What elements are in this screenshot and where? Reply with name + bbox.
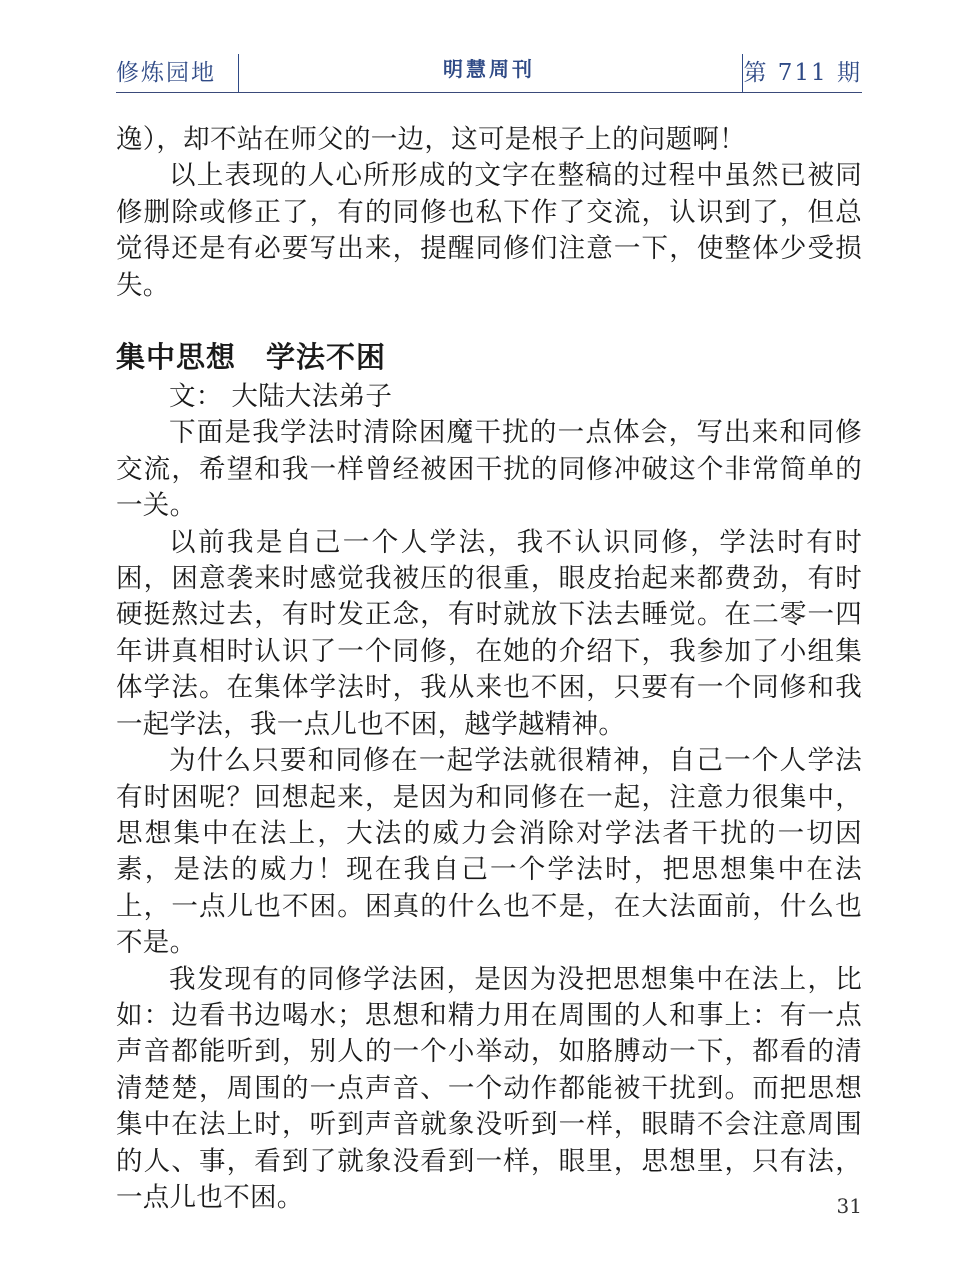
article-paragraph: 以前我是自己一个人学法，我不认识同修，学法时有时困，困意袭来时感觉我被压的很重，眼皮抬起来都费劲，有时硬挺熬过去，有时发正念，有时就放下法去睡觉。在二零一四年讲真相时认识了一个同修，在她的介绍下，我参加了小组集体学法。在集体学法时，我从来也不困，只要有一个同修和我一起学法，我一点儿也不困，越学越精神。	[116, 526, 862, 740]
section-label: 修炼园地	[116, 60, 216, 86]
page-content	[116, 122, 862, 1216]
continuation-paragraph: 逸），却不站在师父的一边，这可是根子上的问题啊！	[116, 124, 746, 155]
issue-label: 第 711 期	[743, 60, 862, 86]
page-header	[116, 46, 862, 93]
article-paragraph: 我发现有的同修学法困，是因为没把思想集中在法上，比如：边看书边喝水；思想和精力用在周围的人和事上：有一点声音都能听到，别人的一个小举动，如胳膊动一下，都看的清清楚楚，周围的一点声音、一个动作都能被干扰到。而把思想集中在法上时，听到声音就象没听到一样，眼睛不会注意周围的人、事，看到了就象没看到一样，眼里，思想里，只有法，一点儿也不困。	[116, 963, 862, 1213]
page-number: 31	[836, 1194, 862, 1218]
article-paragraph: 为什么只要和同修在一起学法就很精神，自己一个人学法有时困呢？回想起来，是因为和同修在一起，注意力很集中，思想集中在法上，大法的威力会消除对学法者干扰的一切因素，是法的威力！现在我自己一个学法时，把思想集中在法上，一点儿也不困。困真的什么也不是，在大法面前，什么也不是。	[116, 745, 862, 959]
publication-title: 明慧周刊	[443, 57, 535, 81]
article-byline: 文： 大陆大法弟子	[169, 381, 393, 413]
article-title: 集中思想 学法不困	[116, 340, 387, 375]
intro-paragraph: 以上表现的人心所形成的文字在整稿的过程中虽然已被同修删除或修正了，有的同修也私下作了交流，认识到了，但总觉得还是有必要写出来，提醒同修们注意一下，使整体少受损失。	[116, 160, 862, 301]
article-paragraph: 下面是我学法时清除困魔干扰的一点体会，写出来和同修交流，希望和我一样曾经被困干扰的同修冲破这个非常简单的一关。	[116, 417, 862, 522]
